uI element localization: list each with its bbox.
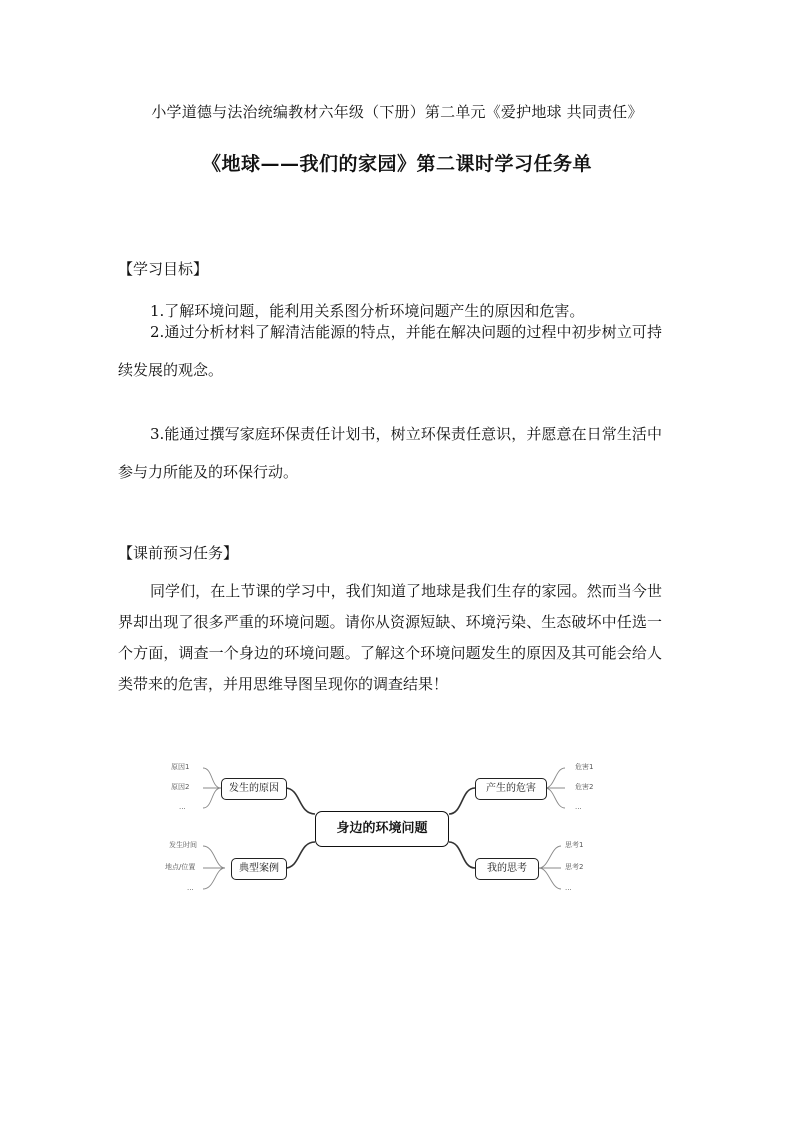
mind-map-leaf: ...: [575, 803, 582, 811]
mind-map-leaf: 危害2: [575, 783, 594, 791]
mind-map-leaf: ...: [179, 803, 186, 811]
mind-map-node-thoughts: 我的思考: [475, 858, 539, 880]
mind-map-node-cases: 典型案例: [231, 858, 287, 880]
document-subtitle: 小学道德与法治统编教材六年级（下册）第二单元《爱护地球 共同责任》: [151, 103, 643, 121]
mind-map-leaf: ...: [565, 884, 572, 892]
preview-text: 同学们，在上节课的学习中，我们知道了地球是我们生存的家园。然而当今世界却出现了很多严重的环境问题。请你从资源短缺、环境污染、生态破坏中任选一个方面，调查一个身边的环境问题。了解这个环境问题发生的原因及其可能会给人类带来的危害，并用思维导图呈现你的调查结果！: [118, 582, 662, 693]
document-title: 《地球——我们的家园》第二课时学习任务单: [201, 153, 592, 175]
preview-heading: 【课前预习任务】: [118, 544, 239, 562]
objectives-heading: 【学习目标】: [118, 260, 209, 278]
mind-map-leaf: 原因1: [171, 763, 190, 771]
mind-map-leaf: 原因2: [171, 783, 190, 791]
mind-map-leaf: 发生时间: [169, 841, 197, 849]
mind-map-center-node: 身边的环境问题: [315, 811, 449, 847]
mind-map-node-causes: 发生的原因: [221, 778, 287, 800]
objective-item-3: 3.能通过撰写家庭环保责任计划书，树立环保责任意识，并愿意在日常生活中参与力所能及的环保行动。: [118, 425, 662, 481]
mind-map-leaf: ...: [187, 884, 194, 892]
mind-map-node-harms: 产生的危害: [475, 778, 547, 800]
mind-map-leaf: 思考2: [565, 863, 584, 871]
objective-item-2: 2.通过分析材料了解清洁能源的特点，并能在解决问题的过程中初步树立可持续发展的观念。: [118, 323, 662, 379]
mind-map-leaf: 思考1: [565, 841, 584, 849]
mind-map-leaf: 危害1: [575, 763, 594, 771]
mind-map: [163, 752, 603, 900]
objective-item-1: 1.了解环境问题，能利用关系图分析环境问题产生的原因和危害。: [150, 302, 585, 320]
mind-map-leaf: 地点/位置: [165, 863, 196, 871]
